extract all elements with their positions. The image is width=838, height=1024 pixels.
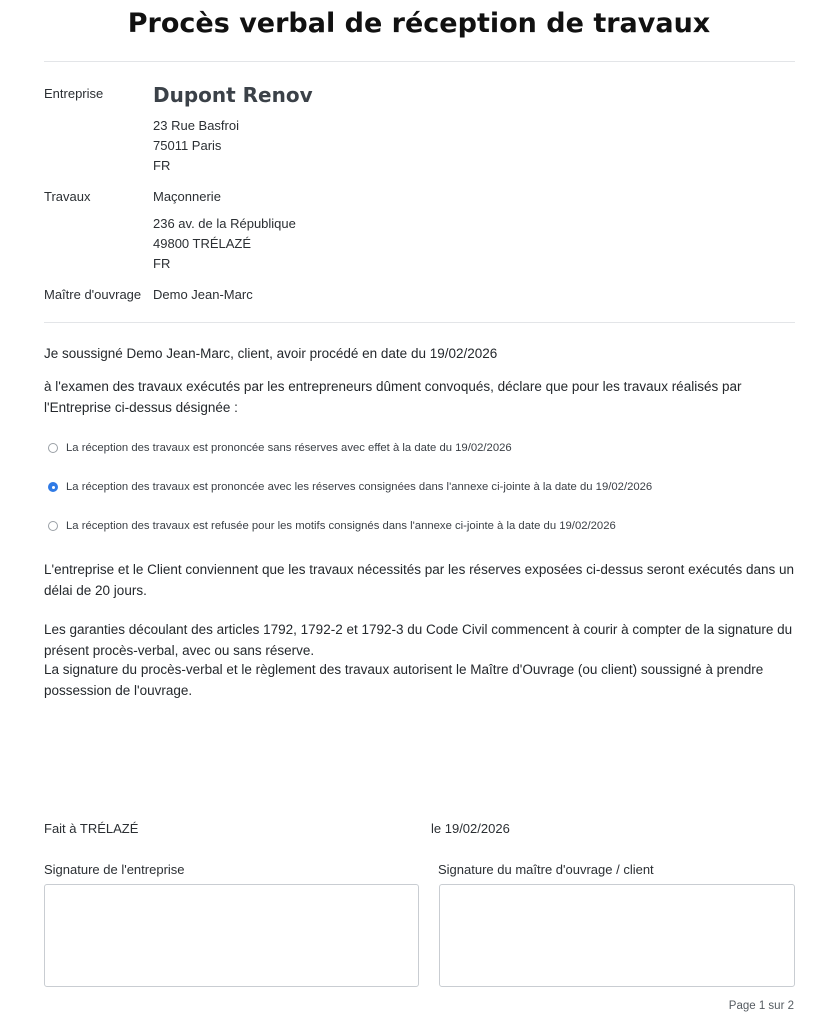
maitre-ouvrage-value: Demo Jean-Marc [153, 287, 253, 302]
option-label: La réception des travaux est prononcée avec les réserves consignées dans l'annexe ci-jointe à la date du 19/02/2026 [66, 481, 653, 493]
travaux-address-line: FR [153, 256, 171, 271]
signature-client-box[interactable] [439, 884, 795, 987]
reception-option-refused[interactable] [48, 516, 616, 536]
signature-client-label: Signature du maître d'ouvrage / client [438, 862, 654, 877]
travaux-label: Travaux [44, 189, 91, 204]
maitre-ouvrage-label: Maître d'ouvrage [44, 287, 142, 302]
radio-button-selected[interactable] [48, 482, 58, 492]
signature-company-box[interactable] [44, 884, 419, 987]
travaux-address-line: 49800 TRÉLAZÉ [153, 236, 252, 251]
travaux-type: Maçonnerie [153, 189, 221, 204]
option-label: La réception des travaux est refusée pour les motifs consignés dans l'annexe ci-jointe à la date du 19/02/2026 [66, 520, 616, 532]
entreprise-name: Dupont Renov [153, 83, 313, 107]
entreprise-address-line: 75011 Paris [153, 138, 222, 153]
guarantees-paragraph: Les garanties découlant des articles 1792, 1792-2 et 1792-3 du Code Civil commencent à courir à compter de la signature du présent procès-verbal, avec ou sans réserve. [44, 622, 793, 658]
place-text: Fait à TRÉLAZÉ [44, 821, 139, 836]
divider-middle [44, 322, 795, 323]
document-title: Procès verbal de réception de travaux [127, 8, 711, 39]
radio-button[interactable] [48, 521, 58, 531]
statement-exam: à l'examen des travaux exécutés par les entrepreneurs dûment convoqués, déclare que pour les travaux réalisés par l'Entreprise ci-dessus désignée : [44, 379, 742, 415]
reception-option-with-reserves[interactable] [48, 477, 652, 497]
delay-paragraph: L'entreprise et le Client conviennent que les travaux nécessités par les réserves exposées ci-dessus seront exécutés dans un délai de 20 jours. [44, 562, 794, 598]
divider-top [44, 61, 795, 62]
reception-option-no-reserves[interactable] [48, 438, 512, 458]
radio-button[interactable] [48, 443, 58, 453]
statement-intro: Je soussigné Demo Jean-Marc, client, avoir procédé en date du 19/02/2026 [44, 346, 498, 361]
entreprise-label: Entreprise [44, 86, 104, 101]
possession-paragraph: La signature du procès-verbal et le règlement des travaux autorisent le Maître d'Ouvrage (ou client) soussigné à prendre possession de l'ouvrage. [44, 662, 764, 698]
page-number: Page 1 sur 2 [728, 1000, 794, 1012]
option-label: La réception des travaux est prononcée sans réserves avec effet à la date du 19/02/2026 [66, 442, 512, 454]
travaux-address-line: 236 av. de la République [153, 216, 296, 231]
date-text: le 19/02/2026 [431, 821, 510, 836]
entreprise-address-line: 23 Rue Basfroi [153, 118, 239, 133]
signature-company-label: Signature de l'entreprise [44, 862, 185, 877]
entreprise-address-line: FR [153, 158, 171, 173]
